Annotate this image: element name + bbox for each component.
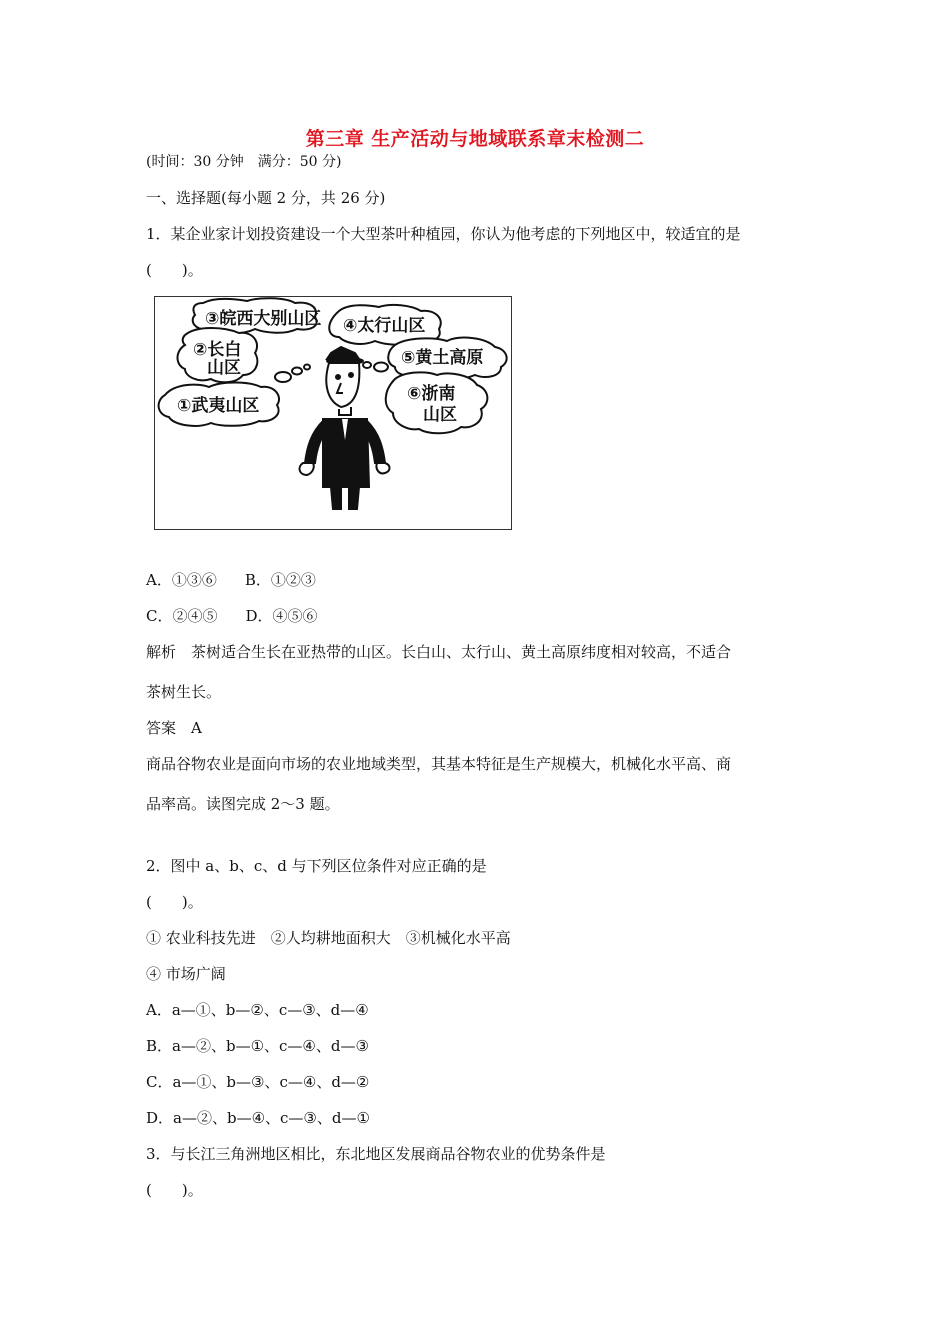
q2-option-d[interactable]: D．a—②、b—④、c—③、d—① <box>146 1109 370 1127</box>
cloud-label: ④太行山区 <box>343 316 426 336</box>
cloud-label: ②长白 <box>193 340 242 360</box>
cloud-label: ⑥浙南 <box>407 384 456 404</box>
q2-blank: ( )。 <box>146 893 203 911</box>
intro-text: 商品谷物农业是面向市场的农业地域类型，其基本特征是生产规模大，机械化水平高、商 <box>146 755 732 773</box>
cloud-label: ③皖西大别山区 <box>205 309 322 329</box>
cloud-label: 山区 <box>423 405 457 425</box>
q1-analysis: 解析 茶树适合生长在亚热带的山区。长白山、太行山、黄土高原纬度相对较高，不适合 <box>146 643 732 661</box>
q1-blank: ( )。 <box>146 261 203 279</box>
cloud-label: 山区 <box>207 358 241 378</box>
q1-option-a[interactable]: A．①③⑥ <box>146 571 217 589</box>
section-heading: 一、选择题(每小题 2 分，共 26 分) <box>146 189 386 207</box>
q1-answer: 答案 A <box>146 719 202 737</box>
exam-meta: (时间：30 分钟 满分：50 分) <box>146 154 342 170</box>
q1-illustration <box>154 296 512 530</box>
q1-option-b[interactable]: B．①②③ <box>244 571 316 589</box>
q1-options-row-1 <box>146 570 316 590</box>
q2-conditions: ① 农业科技先进 ②人均耕地面积大 ③机械化水平高 <box>146 929 511 947</box>
q1-option-d[interactable]: D．④⑤⑥ <box>245 607 318 625</box>
q3-blank: ( )。 <box>146 1181 203 1199</box>
page-title: 第三章 生产活动与地域联系章末检测二 <box>305 128 645 150</box>
q2-stem: 2．图中 a、b、c、d 与下列区位条件对应正确的是 <box>146 857 487 875</box>
q2-option-a[interactable]: A．a—①、b—②、c—③、d—④ <box>146 1001 369 1019</box>
q2-option-b[interactable]: B．a—②、b—①、c—④、d—③ <box>146 1037 369 1055</box>
q1-option-c[interactable]: C．②④⑤ <box>146 607 218 625</box>
q1-stem: 1．某企业家计划投资建设一个大型茶叶种植园，你认为他考虑的下列地区中，较适宜的是 <box>146 225 741 243</box>
q2-option-c[interactable]: C．a—①、b—③、c—④、d—② <box>146 1073 370 1091</box>
intro-text-cont: 品率高。读图完成 2～3 题。 <box>146 795 340 813</box>
cloud-label: ⑤黄土高原 <box>401 348 484 368</box>
q3-stem: 3．与长江三角洲地区相比，东北地区发展商品谷物农业的优势条件是 <box>146 1145 606 1163</box>
cloud-label: ①武夷山区 <box>177 396 260 416</box>
q1-analysis-cont: 茶树生长。 <box>146 683 222 701</box>
q1-options-row-2 <box>146 606 318 626</box>
q2-conditions-cont: ④ 市场广阔 <box>146 965 226 983</box>
